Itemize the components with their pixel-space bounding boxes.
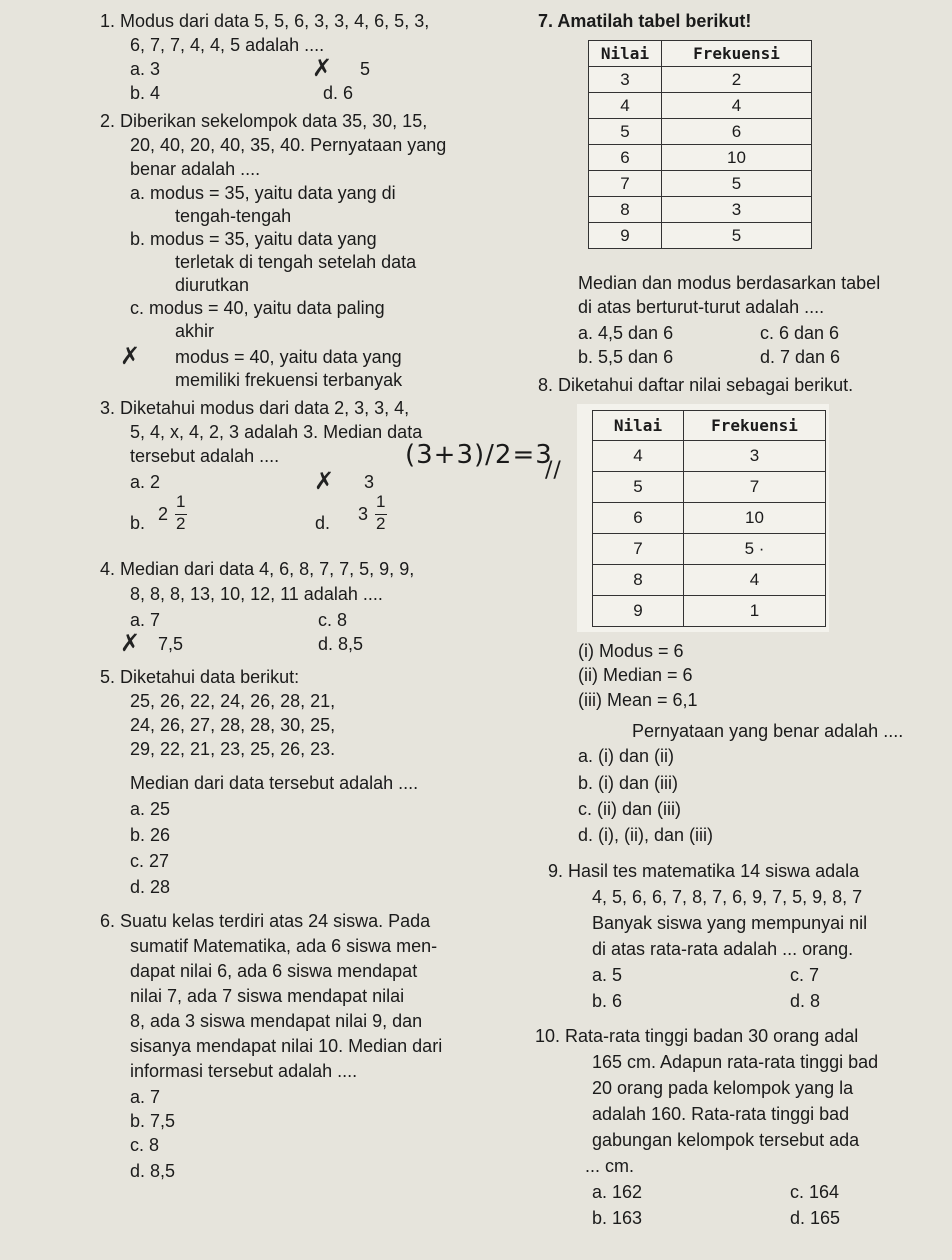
q2-option-a-line2: tengah-tengah [175,206,292,226]
table-row [593,596,826,627]
table-row [589,171,812,197]
q2-stem-line1: 2. Diberikan sekelompok data 35, 30, 15, [100,111,428,131]
table-cell-frekuensi: 2 [662,67,812,93]
q2-option-b-line3: diurutkan [175,275,250,295]
q10-stem-line6: ... cm. [585,1156,634,1176]
q10-stem-line3: 20 orang pada kelompok yang la [592,1078,854,1098]
table-cell-frekuensi: 3 [684,441,826,472]
q9-option-d[interactable]: d. 8 [790,991,821,1011]
q8-option-b[interactable]: b. (i) dan (iii) [578,773,679,793]
q1-option-a[interactable]: a. 3 [130,59,161,79]
q5-question: Median dari data tersebut adalah .... [130,773,419,793]
q8-option-d[interactable]: d. (i), (ii), dan (iii) [578,825,714,845]
table-cell-nilai: 4 [593,441,684,472]
q2-option-c-line2: akhir [175,321,215,341]
table-cell-nilai: 8 [589,197,662,223]
q5-option-b[interactable]: b. 26 [130,825,171,845]
q8-title: 8. Diketahui daftar nilai sebagai berikut. [538,375,854,395]
q10-option-a[interactable]: a. 162 [592,1182,643,1202]
table-header-nilai: Nilai [589,41,662,67]
q4-option-d[interactable]: d. 8,5 [318,634,364,654]
q5-option-c[interactable]: c. 27 [130,851,170,871]
q1-stem-line2: 6, 7, 7, 4, 4, 5 adalah .... [130,35,325,55]
fraction-whole: 3 [358,504,369,524]
table-cell-nilai: 8 [593,565,684,596]
q8-question: Pernyataan yang benar adalah .... [632,721,904,741]
table-row [589,197,812,223]
q8-option-c[interactable]: c. (ii) dan (iii) [578,799,682,819]
table-cell-frekuensi: 5 [662,223,812,249]
fraction-numerator: 1 [376,492,386,511]
cross-mark-icon: ✗ [120,342,141,370]
handwritten-note: (3+3)/2=3 [405,440,553,470]
fraction-numerator: 1 [176,492,186,511]
q6-option-b[interactable]: b. 7,5 [130,1111,176,1131]
q2-option-a-line1[interactable]: a. modus = 35, yaitu data yang di [130,183,396,203]
table-cell-nilai: 5 [593,472,684,503]
q4-option-c[interactable]: c. 8 [318,610,348,630]
table-cell-frekuensi: 5 [662,171,812,197]
q10-stem-line2: 165 cm. Adapun rata-rata tinggi bad [592,1052,879,1072]
q9-option-a[interactable]: a. 5 [592,965,623,985]
q6-stem-line7: informasi tersebut adalah .... [130,1061,358,1081]
table-cell-frekuensi: 7 [684,472,826,503]
table-cell-frekuensi: 4 [684,565,826,596]
q10-stem-line1: 10. Rata-rata tinggi badan 30 orang adal [535,1026,859,1046]
table-cell-nilai: 7 [593,534,684,565]
q9-stem-line1: 9. Hasil tes matematika 14 siswa adala [548,861,860,881]
handwritten-note-mark: // [545,458,562,483]
q1-option-d[interactable]: d. 6 [323,83,354,103]
q8-statement-i: (i) Modus = 6 [578,641,684,661]
q5-stem-line1: 5. Diketahui data berikut: [100,667,300,687]
q6-stem-line5: 8, ada 3 siswa mendapat nilai 9, dan [130,1011,423,1031]
q2-option-b-line1[interactable]: b. modus = 35, yaitu data yang [130,229,377,249]
table-cell-nilai: 7 [589,171,662,197]
q10-option-d[interactable]: d. 165 [790,1208,841,1228]
q9-option-c[interactable]: c. 7 [790,965,820,985]
table-row [593,565,826,596]
q9-stem-line4: di atas rata-rata adalah ... orang. [592,939,854,959]
table-cell-nilai: 4 [589,93,662,119]
q7-title: 7. Amatilah tabel berikut! [538,11,752,31]
table-header-frekuensi: Frekuensi [684,411,826,441]
q2-stem-line2: 20, 40, 20, 40, 35, 40. Pernyataan yang [130,135,447,155]
table-cell-frekuensi: 10 [662,145,812,171]
q2-option-d-line1[interactable]: modus = 40, yaitu data yang [175,347,402,367]
q6-stem-line3: dapat nilai 6, ada 6 siswa mendapat [130,961,418,981]
table-cell-frekuensi: 4 [662,93,812,119]
q9-option-b[interactable]: b. 6 [592,991,623,1011]
q6-stem-line2: sumatif Matematika, ada 6 siswa men- [130,936,438,956]
table-cell-frekuensi: 6 [662,119,812,145]
q4-option-a[interactable]: a. 7 [130,610,161,630]
q5-data-line3: 29, 22, 21, 23, 25, 26, 23. [130,739,336,759]
table-cell-nilai: 6 [589,145,662,171]
q7-option-c[interactable]: c. 6 dan 6 [760,323,840,343]
q8-option-a[interactable]: a. (i) dan (ii) [578,746,675,766]
q1-option-b[interactable]: b. 4 [130,83,161,103]
q5-data-line1: 25, 26, 22, 24, 26, 28, 21, [130,691,336,711]
cross-mark-icon: ✗ [312,54,333,82]
q8-statement-iii: (iii) Mean = 6,1 [578,690,698,710]
q3-option-a[interactable]: a. 2 [130,472,161,492]
q6-option-c[interactable]: c. 8 [130,1135,160,1155]
q4-stem-line1: 4. Median dari data 4, 6, 8, 7, 7, 5, 9, 9, [100,559,415,579]
table-cell-frekuensi: 1 [684,596,826,627]
fraction-denominator: 2 [176,514,186,533]
q7-option-b[interactable]: b. 5,5 dan 6 [578,347,674,367]
q3-stem-line1: 3. Diketahui modus dari data 2, 3, 3, 4, [100,398,410,418]
q10-option-b[interactable]: b. 163 [592,1208,643,1228]
cross-mark-icon: ✗ [314,467,335,495]
table-row [589,67,812,93]
table-header-nilai: Nilai [593,411,684,441]
q5-option-a[interactable]: a. 25 [130,799,171,819]
q2-stem-line3: benar adalah .... [130,159,261,179]
q2-option-d-line2: memiliki frekuensi terbanyak [175,370,403,390]
q9-stem-line3: Banyak siswa yang mempunyai nil [592,913,868,933]
q5-option-d[interactable]: d. 28 [130,877,171,897]
q3-stem-line2: 5, 4, x, 4, 2, 3 adalah 3. Median data [130,422,423,442]
q4-option-b[interactable]: 7,5 [158,634,184,654]
q2-option-b-line2: terletak di tengah setelah data [175,252,417,272]
table-row [593,503,826,534]
q7-option-d[interactable]: d. 7 dan 6 [760,347,841,367]
table-cell-nilai: 6 [593,503,684,534]
q10-stem-line5: gabungan kelompok tersebut ada [592,1130,860,1150]
q10-stem-line4: adalah 160. Rata-rata tinggi bad [592,1104,850,1124]
table-cell-frekuensi: 10 [684,503,826,534]
table-header-frekuensi: Frekuensi [662,41,812,67]
table-cell-nilai: 9 [593,596,684,627]
q6-stem-line4: nilai 7, ada 7 siswa mendapat nilai [130,986,405,1006]
table-row [593,534,826,565]
table-row [593,441,826,472]
q3-option-c[interactable]: 3 [364,472,375,492]
q9-data: 4, 5, 6, 6, 7, 8, 7, 6, 9, 7, 5, 9, 8, 7 [592,887,863,907]
q3-option-b-label[interactable]: b. [130,513,146,533]
table-row [593,472,826,503]
table-cell-nilai: 3 [589,67,662,93]
table-row [589,223,812,249]
q4-stem-line2: 8, 8, 8, 13, 10, 12, 11 adalah .... [130,584,383,604]
fraction-whole: 2 [158,504,169,524]
q3-option-d-fraction [358,492,392,542]
table-row [589,93,812,119]
cross-mark-icon: ✗ [120,629,141,657]
q3-stem-line3: tersebut adalah .... [130,446,280,466]
q5-data-line2: 24, 26, 27, 28, 28, 30, 25, [130,715,336,735]
q7-option-a[interactable]: a. 4,5 dan 6 [578,323,674,343]
table-cell-nilai: 9 [589,223,662,249]
table-cell-nilai: 5 [589,119,662,145]
table-cell-frekuensi: 3 [662,197,812,223]
q6-option-d[interactable]: d. 8,5 [130,1161,176,1181]
q10-option-c[interactable]: c. 164 [790,1182,840,1202]
q2-option-c-line1[interactable]: c. modus = 40, yaitu data paling [130,298,385,318]
q6-stem-line6: sisanya mendapat nilai 10. Median dari [130,1036,443,1056]
q3-option-d-label[interactable]: d. [315,513,331,533]
q7-question-line2: di atas berturut-turut adalah .... [578,297,825,317]
table-row [589,145,812,171]
q7-frequency-table [588,40,812,249]
fraction-denominator: 2 [376,514,386,533]
q1-option-c[interactable]: 5 [360,59,371,79]
q8-statement-ii: (ii) Median = 6 [578,665,693,685]
q6-option-a[interactable]: a. 7 [130,1087,161,1107]
q3-option-b-fraction [158,492,192,542]
q6-stem-line1: 6. Suatu kelas terdiri atas 24 siswa. Pada [100,911,431,931]
q8-frequency-table [592,410,826,627]
q7-question-line1: Median dan modus berdasarkan tabel [578,273,881,293]
table-row [589,119,812,145]
table-cell-frekuensi: 5 · [684,534,826,565]
q1-stem-line1: 1. Modus dari data 5, 5, 6, 3, 3, 4, 6, 5, 3, [100,11,430,31]
